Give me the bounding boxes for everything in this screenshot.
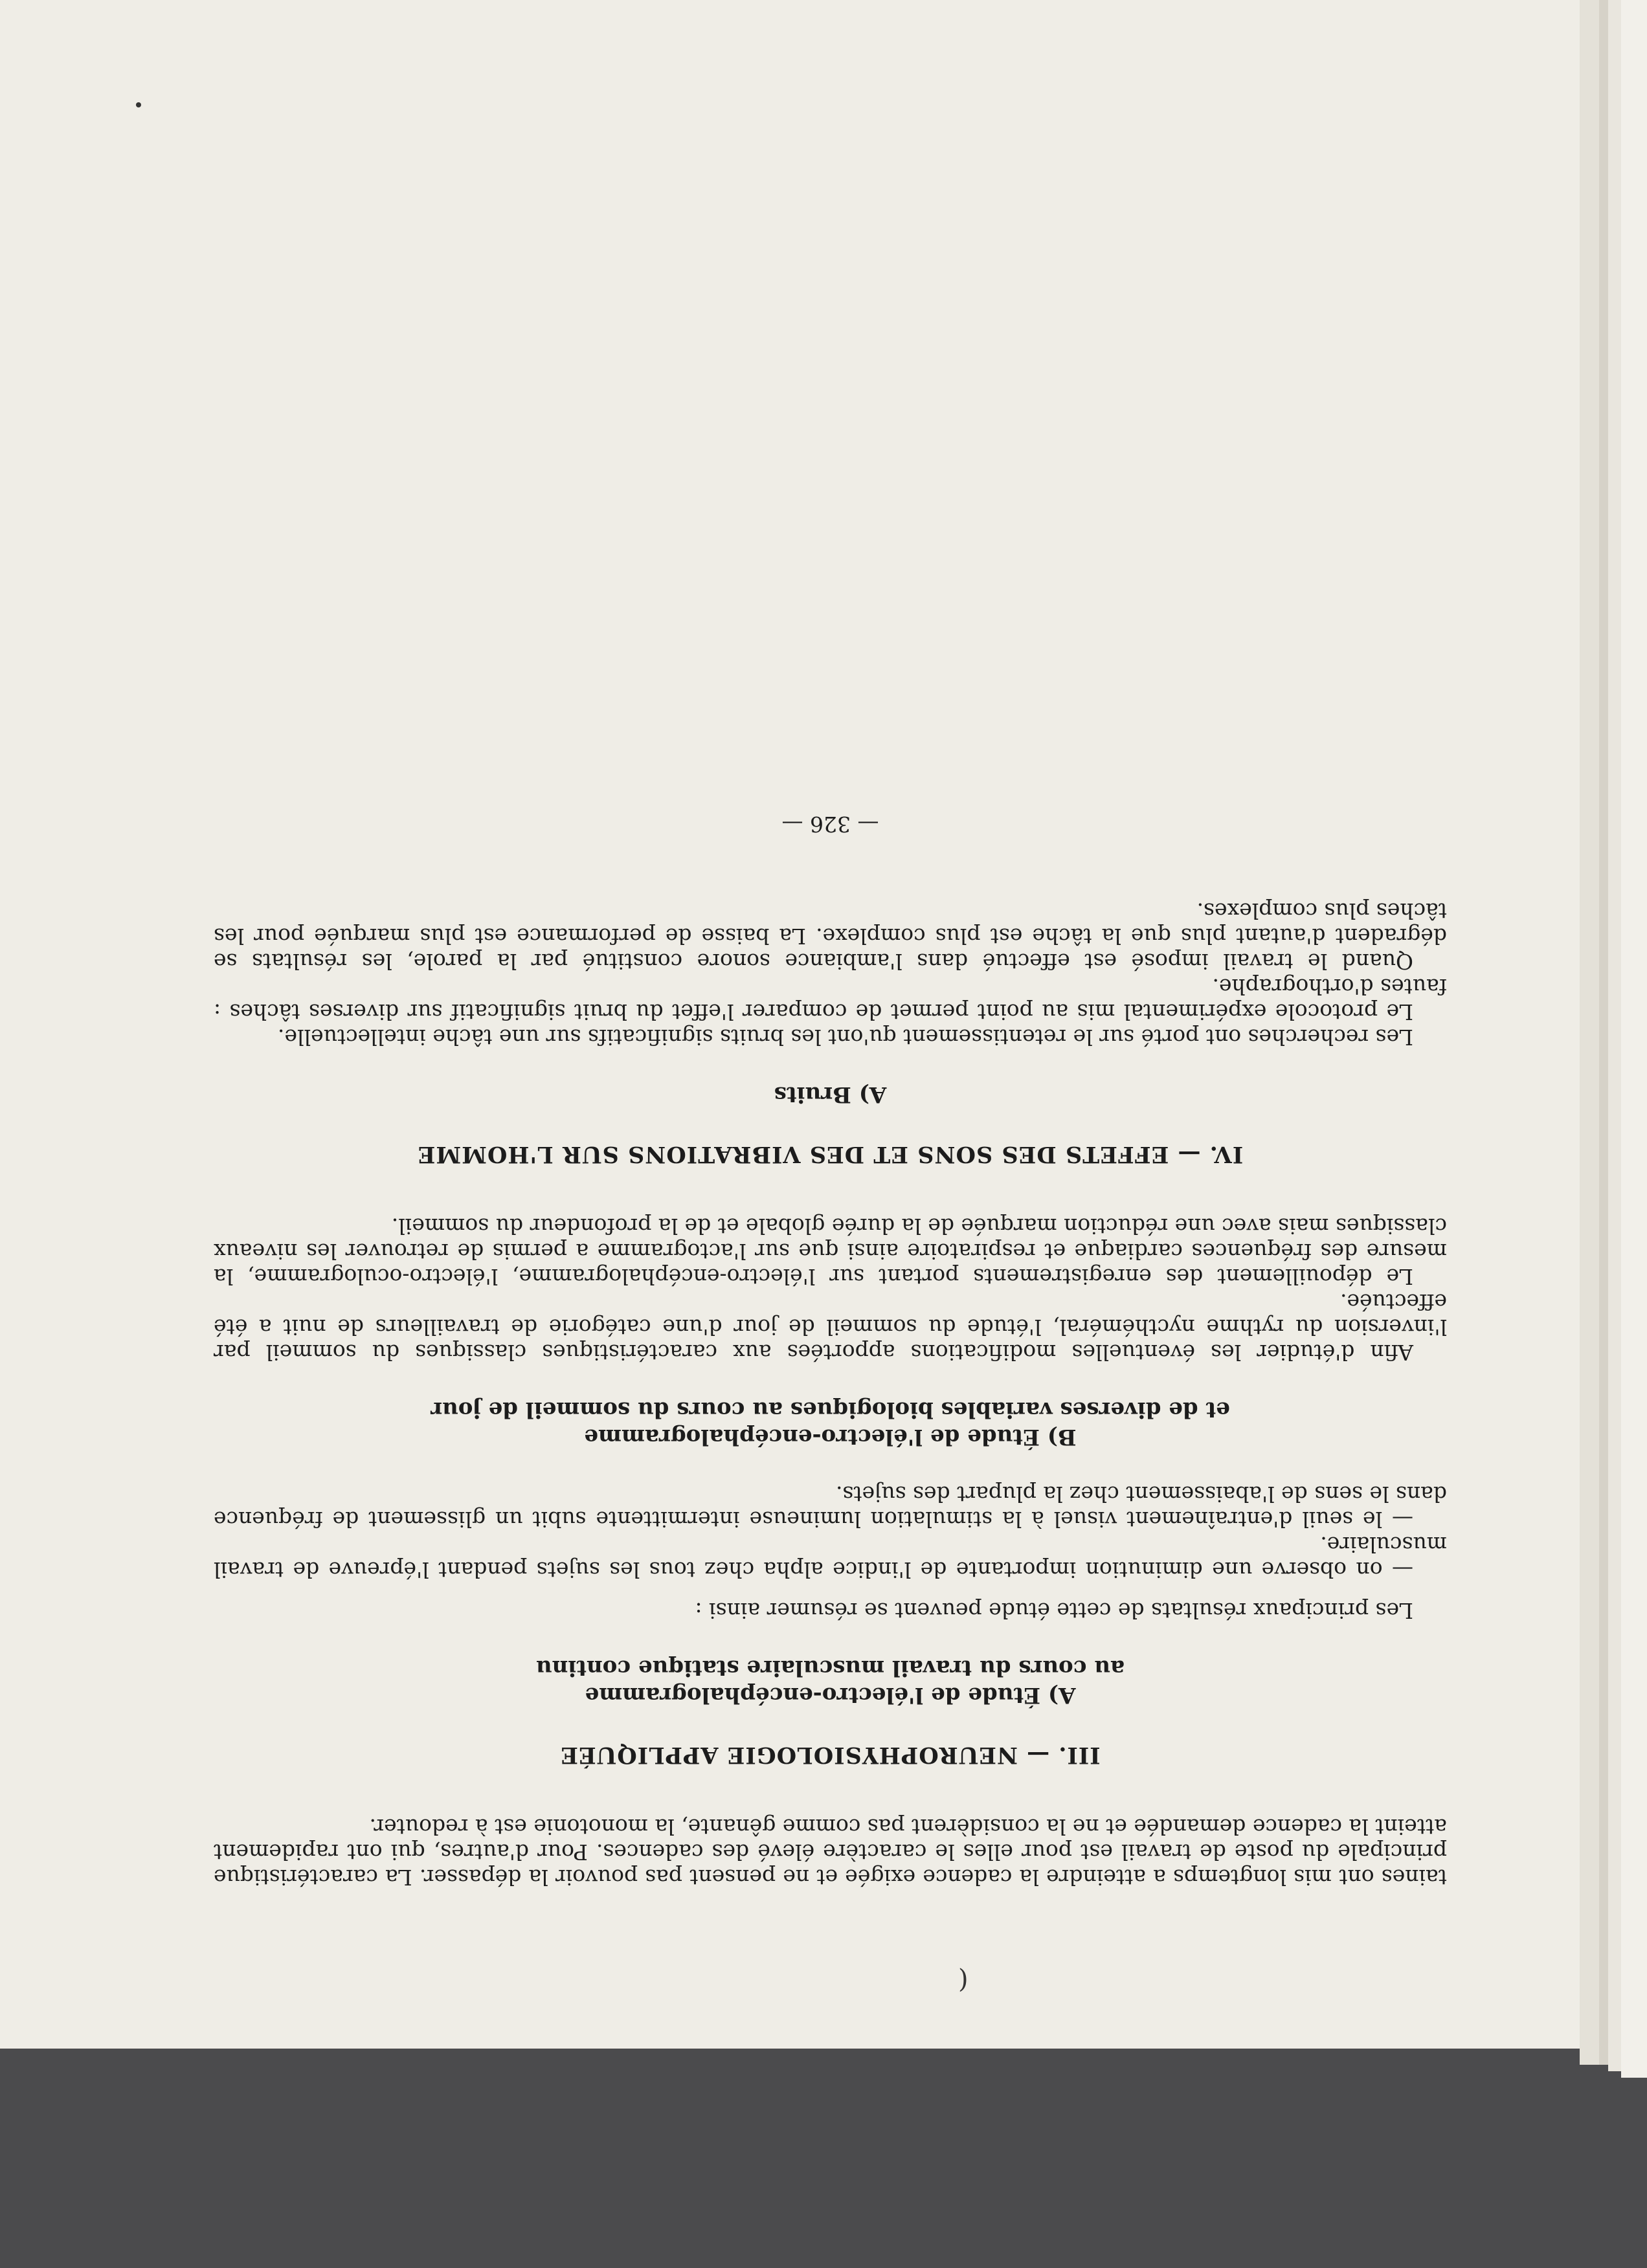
page-edge	[1608, 0, 1621, 2071]
ink-mark: )	[958, 1964, 969, 1994]
section-3b-paragraph-1: Afin d'étudier les éventuelles modifications apportées aux caractéristiques classiques du sommeil par l'inversion du rythme nycthéméral, l'étude du sommeil de jour d'une catégorie de travailleurs de nuit a été effectuée.	[214, 1289, 1447, 1365]
section-3a-title	[214, 1654, 1447, 1709]
section-3a-item-2: — le seuil d'entraînement visuel à la stimulation lumineuse intermittente subit un glissement de fréquence dans le sens de l'abaissement chez la plupart des sujets.	[214, 1482, 1447, 1532]
page-edge	[1621, 0, 1647, 2078]
section-3-title: III. — NEUROPHYSIOLOGIE APPLIQUÉE	[560, 1742, 1101, 1768]
page-number: — 326 —	[781, 812, 879, 837]
section-4a-title: A) Bruits	[774, 1082, 887, 1107]
section-3a-item-1: — on observe une diminution importante de l'indice alpha chez tous les sujets pendant l'épreuve de travail musculaire.	[214, 1532, 1447, 1583]
section-3a-title-line1: A) Étude de l'électro-encéphalogramme	[585, 1682, 1076, 1708]
section-3a-title-line2: au cours du travail musculaire statique continu	[535, 1655, 1125, 1681]
intro-paragraph: taines ont mis longtemps a atteindre la cadence exigée et ne pensent pas pouvoir la dépasser. La caractéristique principale du poste de travail est pour elles le caractère élevé des cadences. Pour d'autres, qui ont rapidement atteint la cadence demandée et ne la considèrent pas comme gênante, la monotonie est à redouter.	[214, 1814, 1447, 1890]
section-3b-title-line2: et de diverses variables biologiques au cours du sommeil de jour	[431, 1397, 1230, 1423]
section-4-title: IV. — EFFETS DES SONS ET DES VIBRATIONS SUR L'HOMME	[417, 1141, 1244, 1168]
page-content-upside-down	[214, 214, 1447, 1890]
section-3b-title-line1: B) Étude de l'électro-encéphalogramme	[584, 1424, 1077, 1450]
section-4a-paragraph-2: Le protocole expérimental mis au point permet de comparer l'effet du bruit significatif sur diverses tâches : fautes d'orthographe.	[214, 974, 1447, 1025]
page-edge	[1580, 0, 1599, 2065]
section-3a-intro: Les principaux résultats de cette étude peuvent se résumer ainsi :	[695, 1598, 1413, 1623]
ink-mark	[136, 102, 141, 107]
page-edge	[1599, 0, 1608, 2065]
section-4a-paragraph-3: Quand le travail imposé est effectué dans l'ambiance sonore constitué par la parole, les résultats se dégradent d'autant plus que la tâche est plus complexe. La baisse de performance est plus marquée pour les tâches plus complexes.	[214, 898, 1447, 974]
section-3b-title	[214, 1396, 1447, 1451]
section-3b-paragraph-2: Le dépouillement des enregistrements portant sur l'électro-encéphalogramme, l'électro-oculogramme, la mesure des fréquences cardiaque et respiratoire ainsi que sur l'actogramme a permis de retrouver les niveaux classiques mais avec une réduction marquée de la durée globale et de la profondeur du sommeil.	[214, 1214, 1447, 1289]
section-4a-paragraph-1: Les recherches ont porté sur le retentissement qu'ont les bruits significatifs sur une tâche intellectuelle.	[277, 1025, 1413, 1050]
